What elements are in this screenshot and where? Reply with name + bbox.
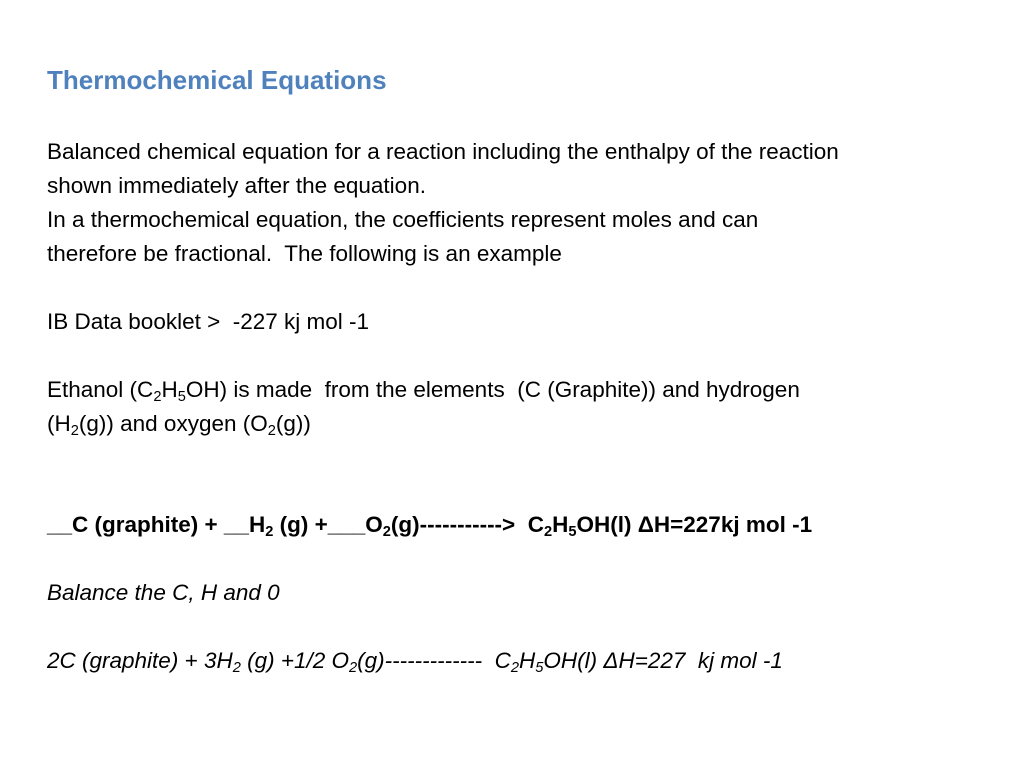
subscript: 2 [349,660,358,677]
ethanol-text: OH) is made from the elements (C (Graphite)) and hydrogen [185,377,800,402]
equation-text: OH(l) ΔH=227kj mol -1 [576,512,813,537]
subscript: 2 [232,660,241,677]
spacer [47,610,987,644]
equation-text: 2C (graphite) + 3H [47,648,233,673]
coefficients-line-2: therefore be fractional. The following is an example [47,241,562,266]
subscript: 2 [382,524,391,541]
subscript: 2 [543,524,553,541]
coefficients-line-1: In a thermochemical equation, the coefficients represent moles and can [47,207,759,232]
ethanol-text: H [161,377,178,402]
equation-text: (g) +___O [273,512,383,537]
balanced-equation [47,644,987,678]
spacer [47,339,987,373]
slide [47,62,987,678]
ethanol-line-2 [47,407,987,441]
unbalanced-equation [47,508,987,542]
equation-text: H [552,512,569,537]
slide-title: Thermochemical Equations [47,65,387,95]
spacer [47,98,987,135]
subscript: 2 [265,524,274,541]
ethanol-line-1 [47,373,987,407]
data-booklet-line: IB Data booklet > -227 kj mol -1 [47,309,370,334]
equation-text: __C (graphite) + __H [47,512,266,537]
definition-line-1: Balanced chemical equation for a reaction including the enthalpy of the reaction [47,139,839,164]
ethanol-text: (H [47,411,71,436]
balance-instruction: Balance the C, H and 0 [47,580,280,605]
subscript: 5 [177,389,186,406]
ethanol-text: (g)) and oxygen (O [78,411,268,436]
spacer [47,441,987,508]
definition-line-2: shown immediately after the equation. [47,173,426,198]
subscript: 2 [153,389,162,406]
subscript: 5 [535,660,544,677]
equation-text: OH(l) ΔH=227 kj mol -1 [543,648,783,673]
equation-text: (g)------------- C [357,648,511,673]
spacer [47,271,987,305]
equation-text: (g)-----------> C [390,512,544,537]
subscript: 5 [568,524,577,541]
subscript: 2 [267,423,276,440]
spacer [47,542,987,576]
ethanol-text: (g)) [275,411,311,436]
equation-text: (g) +1/2 O [240,648,350,673]
equation-text: H [518,648,536,673]
subscript: 2 [510,660,519,677]
ethanol-text: Ethanol (C [47,377,154,402]
subscript: 2 [70,423,79,440]
